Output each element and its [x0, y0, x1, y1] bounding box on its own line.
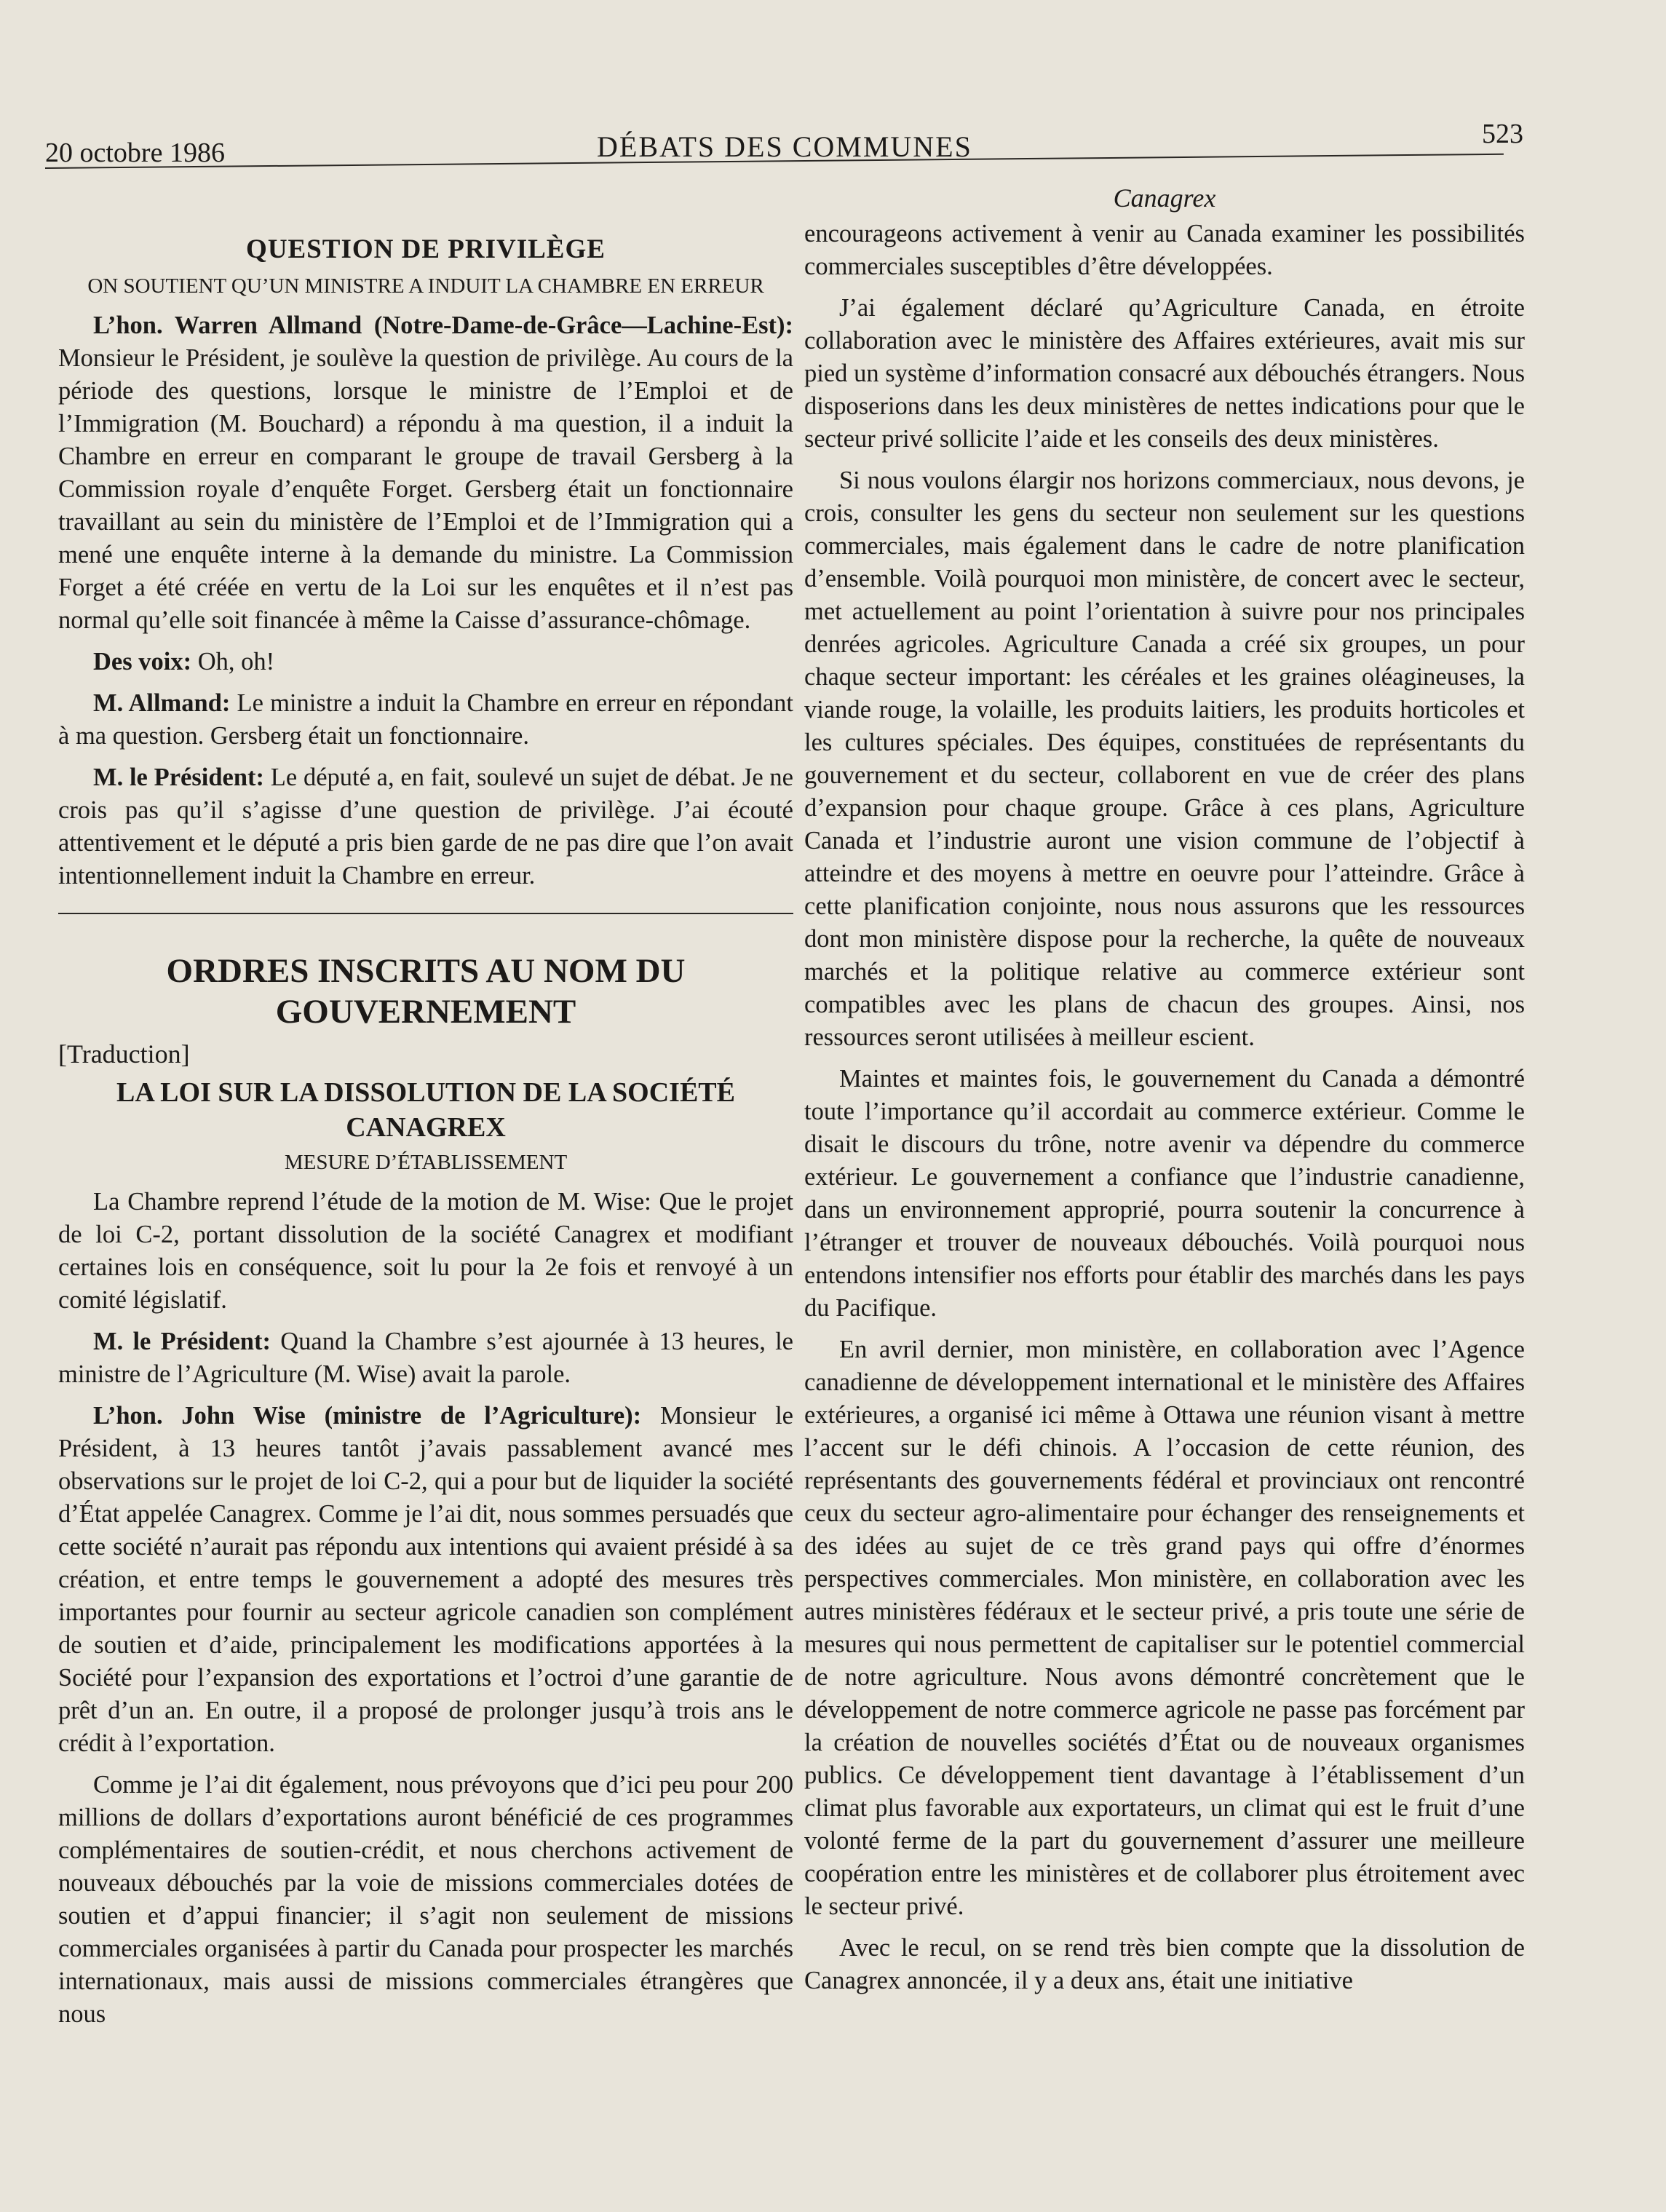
- page-number: 523: [1482, 119, 1523, 149]
- heading-loi-canagrex: LA LOI SUR LA DISSOLUTION DE LA SOCIÉTÉ CANAGREX: [116, 1077, 735, 1143]
- paragraph-text: Le député a, en fait, soulevé un sujet de débat. Je ne crois pas qu’il s’agisse d’une question de privilège. J’ai écouté attentivement et le député a pris bien garde de ne pas dire que l’on avait intentionnellement induit la Chambre en erreur.: [58, 764, 793, 889]
- paragraph-continued: encourageons activement à venir au Canada examiner les possibilités commerciales susceptibles d’être développées.: [804, 220, 1525, 280]
- speaker-name: M. Allmand:: [93, 689, 231, 717]
- speaker-name: M. le Président:: [93, 1328, 271, 1355]
- heading-question-privilege: QUESTION DE PRIVILÈGE: [246, 234, 606, 264]
- paragraph-president: [58, 761, 793, 892]
- speaker-name: Des voix:: [93, 648, 192, 675]
- right-column: [804, 182, 1525, 2006]
- paragraph-wise-2: Comme je l’ai dit également, nous prévoyons que d’ici peu pour 200 millions de dollars d’exportations auront bénéficié de ces programmes complémentaires de soutien-crédit, et nous cherchons activement de nouveaux débouchés par la voie de missions commerciales dotées de soutien et d’appui financier; il s’agit non seulement de missions commerciales organisées à partir du Canada pour prospecter les marchés internationaux, mais aussi de missions commerciales étrangères que nous: [58, 1771, 793, 2028]
- paragraph: Si nous voulons élargir nos horizons commerciaux, nous devons, je crois, consulter les gens du secteur non seulement sur les questions commerciales, mais également dans le cadre de notre planification d’ensemble. Voilà pourquoi mon ministère, de concert avec le secteur, met actuellement au point l’orientation à suivre pour nos principales denrées agricoles. Agriculture Canada a créé six groupes, un pour chaque secteur important: les céréales et les graines oléagineuses, la viande rouge, la volaille, les produits laitiers, les produits horticoles et les cultures spéciales. Des équipes, constituées de représentants du gouvernement et du secteur, collaborent en vue de créer des plans d’expansion pour chaque groupe. Grâce à ces plans, Agriculture Canada et l’industrie auront une vision commune de l’objectif à atteindre et des moyens à mettre en oeuvre pour l’atteindre. Grâce à cette planification conjointe, nous nous assurons que les ressources dont mon ministère dispose pour la recherche, la quête de nouveaux marchés et la politique relative au commerce extérieur sont compatibles avec les plans de chacun des groupes. Ainsi, nos ressources seront utilisées à meilleur escient.: [804, 467, 1525, 1051]
- paragraph-allmand: [58, 309, 793, 637]
- speaker-name: M. le Président:: [93, 764, 265, 791]
- paragraph-motion: La Chambre reprend l’étude de la motion de M. Wise: Que le projet de loi C-2, portant dissolution de la société Canagrex et modifiant certaines lois en conséquence, soit lu pour la 2e fois et renvoyé à un comité législatif.: [58, 1188, 793, 1314]
- header-date: 20 octobre 1986: [45, 138, 225, 168]
- paragraph-text: Quand la Chambre s’est ajournée à 13 heures, le ministre de l’Agriculture (M. Wise) avait la parole.: [58, 1328, 793, 1388]
- section-divider: [58, 913, 793, 914]
- paragraph: Avec le recul, on se rend très bien compte que la dissolution de Canagrex annoncée, il y a deux ans, était une initiative: [804, 1934, 1525, 1994]
- paragraph-text: Monsieur le Président, à 13 heures tantôt j’avais passablement avancé mes observations sur le projet de loi C-2, qui a pour but de liquider la société d’État appelée Canagrex. Comme je l’ai dit, nous sommes persuadés que cette société n’aurait pas répondu aux intentions qui avaient présidé à sa création, et entre temps le gouvernement a adopté des mesures très importantes pour fournir au secteur agricole canadien son complément de soutien et d’aide, principalement les modifications apportées à la Société pour l’expansion des exportations et l’octroi d’une garantie de prêt d’un an. En outre, il a proposé de prolonger jusqu’à trois ans le crédit à l’exportation.: [58, 1402, 793, 1757]
- paragraph: Maintes et maintes fois, le gouvernement du Canada a démontré toute l’importance qu’il accordait au commerce extérieur. Comme le disait le discours du trône, notre avenir va dépendre du commerce extérieur. Le gouvernement a confiance que l’industrie canadienne, dans un environnement approprié, pourra soutenir la concurrence à l’étranger et trouver de nouveaux débouchés. Voilà pourquoi nous entendons intensifier nos efforts pour établir des marchés dans les pays du Pacifique.: [804, 1065, 1525, 1322]
- running-head: Canagrex: [1113, 183, 1216, 213]
- subheading-ministre-erreur: ON SOUTIENT QU’UN MINISTRE A INDUIT LA CHAMBRE EN ERREUR: [87, 274, 764, 298]
- paragraph-text: Le ministre a induit la Chambre en erreur en répondant à ma question. Gersberg était un fonctionnaire.: [58, 689, 793, 750]
- paragraph: En avril dernier, mon ministère, en collaboration avec l’Agence canadienne de développement international et le ministère des Affaires extérieures, a organisé ici même à Ottawa une réunion visant à mettre l’accent sur le défi chinois. A l’occasion de cette réunion, des représentants des gouvernements fédéral et provinciaux ont rencontré ceux du secteur agro-alimentaire pour échanger des renseignements et des idées au sujet de ce très grand pays qui offre d’énormes perspectives commerciales. Mon ministère, en collaboration avec les autres ministères fédéraux et le secteur privé, a pris toute une série de mesures qui nous permettent de capitaliser sur le potentiel commercial de notre agriculture. Nous avons démontré concrètement que le développement de notre commerce agricole ne passe pas forcément par la création de nouvelles sociétés d’État ou de nouveaux organismes publics. Ce développement tient davantage à l’établissement d’un climat plus favorable aux exportateurs, un climat qui est le fruit d’une volonté ferme de la part du gouvernement d’assurer une meilleure coopération entre les ministères et de collaborer plus étroitement avec le secteur privé.: [804, 1336, 1525, 1920]
- paragraph-text: Oh, oh!: [191, 648, 275, 675]
- paragraph-president-2: [58, 1325, 793, 1391]
- paragraph-wise: [58, 1400, 793, 1760]
- translation-note: [Traduction]: [58, 1039, 190, 1069]
- left-column: [58, 182, 793, 2039]
- speaker-name: L’hon. John Wise (ministre de l’Agriculture):: [93, 1402, 642, 1430]
- subheading-mesure: MESURE D’ÉTABLISSEMENT: [284, 1151, 568, 1174]
- paragraph-text: Monsieur le Président, je soulève la question de privilège. Au cours de la période des questions, lorsque le ministre de l’Emploi et de l’Immigration (M. Bouchard) a répondu à ma question, il a induit la Chambre en erreur en comparant le groupe de travail Gersberg à la Commission royale d’enquête Forget. Gersberg était un fonctionnaire travaillant au sein du ministère de l’Emploi et de l’Immigration qui a mené une enquête interne à la demande du ministre. La Commission Forget a été créée en vertu de la Loi sur les enquêtes et il n’est pas normal qu’elle soit financée à même la Caisse d’assurance-chômage.: [58, 344, 793, 634]
- header-title: DÉBATS DES COMMUNES: [597, 130, 972, 163]
- paragraph: J’ai également déclaré qu’Agriculture Canada, en étroite collaboration avec le ministère des Affaires extérieures, avait mis sur pied un système d’information consacré aux débouchés étrangers. Nous disposerions dans les deux ministères de nettes indications pour que le secteur privé sollicite l’aide et les conseils des deux ministères.: [804, 294, 1525, 453]
- speaker-name: L’hon. Warren Allmand (Notre-Dame-de-Grâce—Lachine-Est):: [93, 312, 793, 339]
- paragraph-allmand-2: [58, 687, 793, 753]
- paragraph-des-voix: [58, 646, 793, 678]
- heading-ordres-gouvernement: ORDRES INSCRITS AU NOM DU GOUVERNEMENT: [166, 952, 686, 1031]
